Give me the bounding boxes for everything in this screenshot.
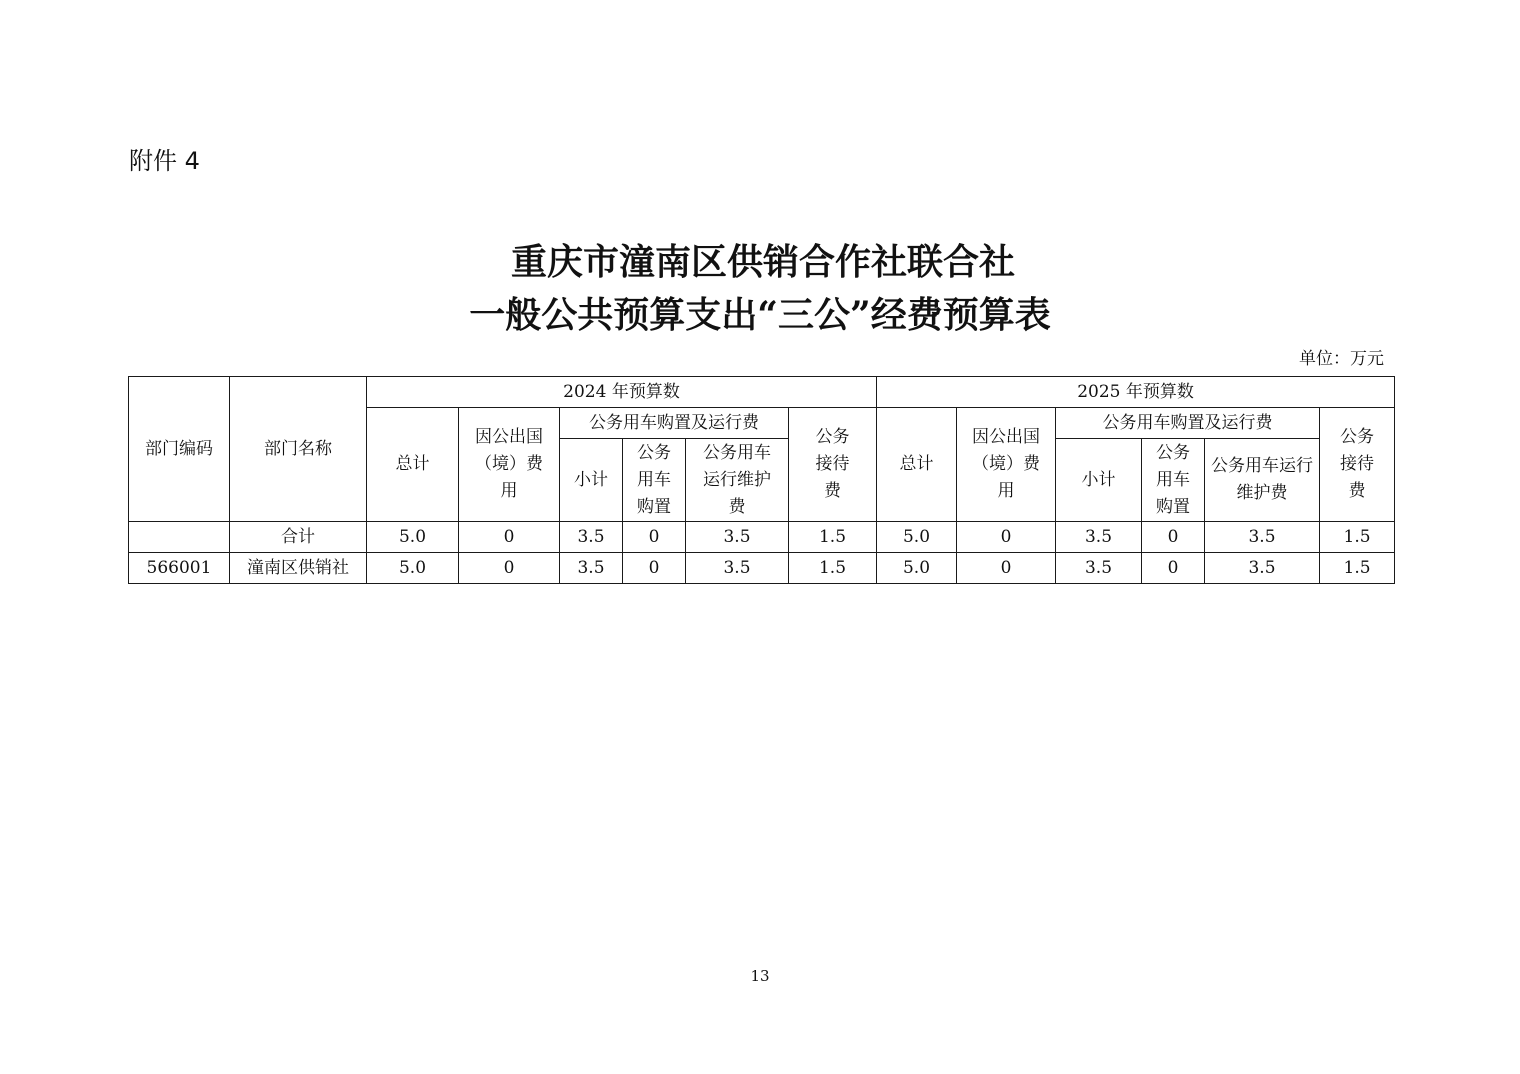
cell-2024-car-subtotal: 3.5 [560, 553, 623, 584]
header-dept-name: 部门名称 [230, 377, 367, 522]
three-public-expenses-table [128, 376, 1395, 584]
cell-dept-name: 潼南区供销社 [230, 553, 367, 584]
header-row-years [129, 377, 1395, 408]
header-2024-abroad [459, 408, 560, 522]
cell-2024-reception: 1.5 [789, 553, 877, 584]
header-2025-abroad-text: 因公出国（境）费用 [972, 427, 1041, 501]
header-2024-car-operation [686, 439, 789, 522]
cell-2025-abroad: 0 [957, 522, 1056, 553]
cell-dept-name: 合计 [230, 522, 367, 553]
header-2024-car-group: 公务用车购置及运行费 [560, 408, 789, 439]
header-2024-reception [789, 408, 877, 522]
header-2024-reception-text: 公务接待费 [815, 427, 850, 501]
cell-2025-car-purchase: 0 [1142, 522, 1205, 553]
cell-2025-total: 5.0 [877, 522, 957, 553]
header-2024-car-subtotal: 小计 [560, 439, 623, 522]
header-2025-car-purchase [1142, 439, 1205, 522]
cell-2024-total: 5.0 [367, 553, 459, 584]
header-2024-total: 总计 [367, 408, 459, 522]
unit-label: 单位：万元 [1299, 349, 1384, 369]
header-2025-car-group: 公务用车购置及运行费 [1056, 408, 1320, 439]
cell-2025-car-subtotal: 3.5 [1056, 553, 1142, 584]
header-2025-budget: 2025 年预算数 [877, 377, 1395, 408]
cell-2025-reception: 1.5 [1320, 553, 1395, 584]
header-2025-car-subtotal: 小计 [1056, 439, 1142, 522]
header-2024-car-purchase [623, 439, 686, 522]
page-number: 13 [750, 967, 770, 985]
table-row [129, 522, 1395, 553]
cell-dept-code [129, 522, 230, 553]
header-2025-abroad [957, 408, 1056, 522]
cell-2024-car-purchase: 0 [623, 522, 686, 553]
header-2025-car-purchase-text: 公务用车购置 [1156, 442, 1191, 517]
header-2024-abroad-text: 因公出国（境）费用 [475, 427, 543, 501]
cell-2025-car-operation: 3.5 [1205, 553, 1320, 584]
cell-2025-car-purchase: 0 [1142, 553, 1205, 584]
cell-2024-car-purchase: 0 [623, 553, 686, 584]
header-2025-total: 总计 [877, 408, 957, 522]
header-2024-budget: 2024 年预算数 [367, 377, 877, 408]
cell-2025-abroad: 0 [957, 553, 1056, 584]
attachment-label: 附件 4 [129, 147, 200, 175]
header-2025-car-operation-text: 公务用车运行维护费 [1211, 456, 1314, 503]
table-row [129, 553, 1395, 584]
document-title-line-2: 一般公共预算支出“三公”经费预算表 [469, 294, 1051, 336]
header-2025-reception-text: 公务接待费 [1340, 427, 1375, 501]
header-2025-car-operation [1205, 439, 1320, 522]
cell-2024-abroad: 0 [459, 522, 560, 553]
cell-2024-car-operation: 3.5 [686, 553, 789, 584]
cell-2025-car-operation: 3.5 [1205, 522, 1320, 553]
cell-2025-car-subtotal: 3.5 [1056, 522, 1142, 553]
cell-2024-car-operation: 3.5 [686, 522, 789, 553]
cell-2025-total: 5.0 [877, 553, 957, 584]
header-2024-car-operation-text: 公务用车运行维护费 [703, 442, 771, 517]
cell-2024-total: 5.0 [367, 522, 459, 553]
header-2024-car-purchase-text: 公务用车购置 [637, 442, 671, 517]
cell-2025-reception: 1.5 [1320, 522, 1395, 553]
cell-dept-code: 566001 [129, 553, 230, 584]
document-title-line-1: 重庆市潼南区供销合作社联合社 [510, 241, 1015, 283]
cell-2024-abroad: 0 [459, 553, 560, 584]
header-2025-reception [1320, 408, 1395, 522]
cell-2024-reception: 1.5 [789, 522, 877, 553]
cell-2024-car-subtotal: 3.5 [560, 522, 623, 553]
header-dept-code: 部门编码 [129, 377, 230, 522]
